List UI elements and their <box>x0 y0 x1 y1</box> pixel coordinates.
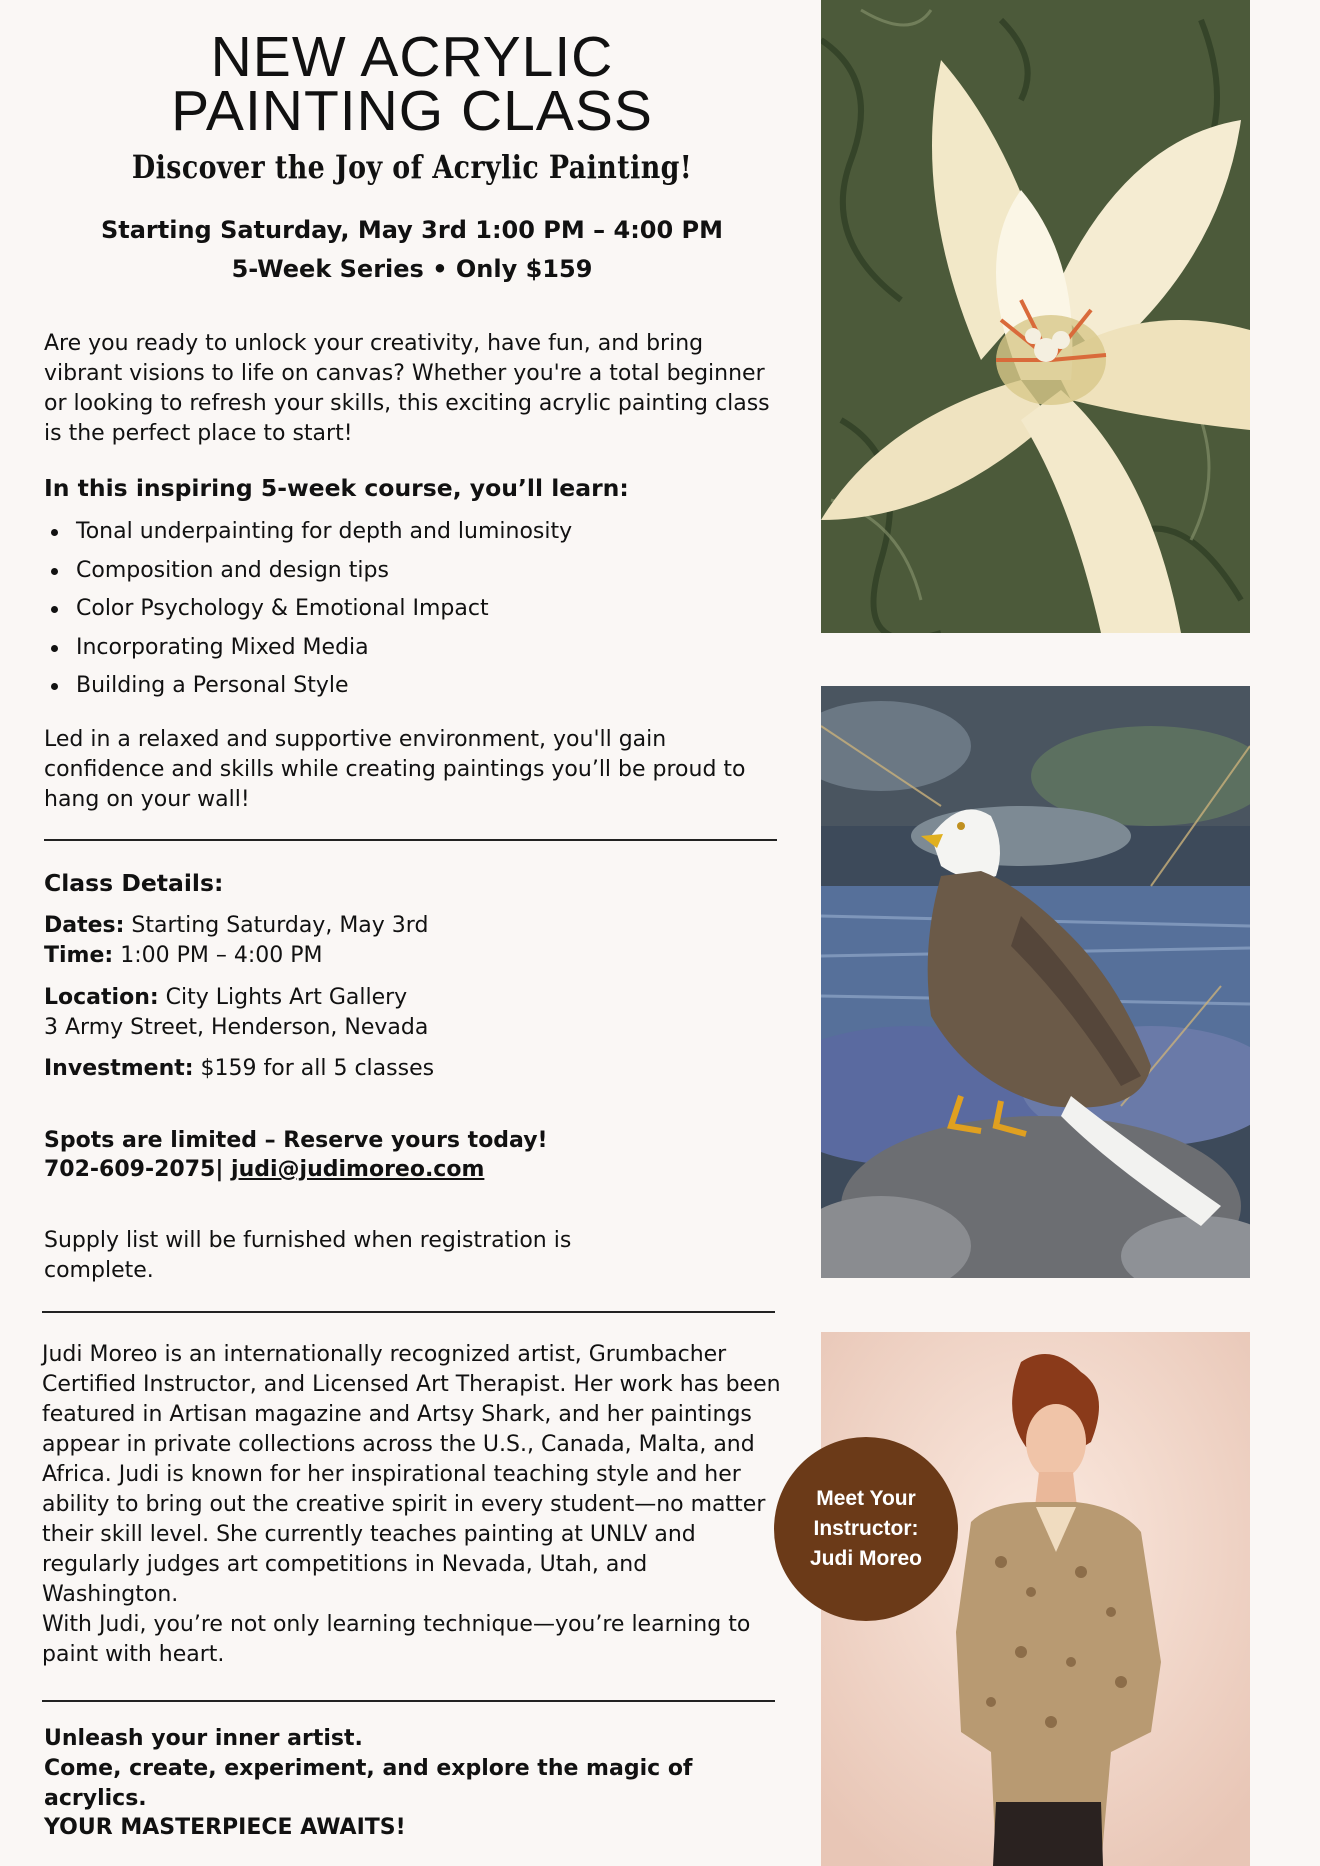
page-title <box>44 25 780 143</box>
eagle-painting <box>821 686 1250 1278</box>
badge-line-2: Instructor: <box>813 1517 919 1540</box>
list-item: Composition and design tips <box>44 552 572 591</box>
supply-note: Supply list will be furnished when registration is complete. <box>44 1228 572 1283</box>
location-row <box>44 983 407 1013</box>
list-item: Incorporating Mixed Media <box>44 629 572 668</box>
title-line-1: NEW ACRYLIC <box>210 25 614 89</box>
divider <box>42 1311 775 1313</box>
series-line: 5-Week Series • Only $159 <box>231 255 593 283</box>
location-label: Location: <box>44 985 159 1010</box>
lily-painting <box>821 0 1250 633</box>
investment-label: Investment: <box>44 1056 194 1081</box>
phone-number[interactable]: 702-609-2075| <box>44 1157 224 1182</box>
subtitle: Discover the Joy of Acrylic Painting! <box>131 148 693 186</box>
time-value: 1:00 PM – 4:00 PM <box>113 943 323 968</box>
list-item: Building a Personal Style <box>44 667 572 706</box>
list-item: Color Psychology & Emotional Impact <box>44 590 572 629</box>
closing-line-3: YOUR MASTERPIECE AWAITS! <box>44 1815 406 1840</box>
course-list <box>44 513 572 706</box>
time-label: Time: <box>44 943 114 968</box>
investment-row <box>44 1054 434 1084</box>
title-line-2: PAINTING CLASS <box>171 79 653 143</box>
divider <box>44 839 777 841</box>
dates-label: Dates: <box>44 913 125 938</box>
contact-row <box>44 1155 484 1185</box>
email-link[interactable]: judi@judimoreo.com <box>231 1157 485 1182</box>
badge-line-3: Judi Moreo <box>809 1547 922 1570</box>
time-row <box>44 941 322 971</box>
spots-limited: Spots are limited – Reserve yours today! <box>44 1128 548 1153</box>
meet-instructor-badge <box>774 1437 958 1621</box>
course-heading: In this inspiring 5-week course, you’ll learn: <box>44 474 629 502</box>
eagle-painting-image <box>821 686 1250 1278</box>
investment-value: $159 for all 5 classes <box>193 1056 435 1081</box>
closing-line-2: Come, create, experiment, and explore the magic of acrylics. <box>44 1756 693 1811</box>
intro-paragraph: Are you ready to unlock your creativity, have fun, and bring vibrant visions to life on canvas? Whether you're a total beginner or looking to refresh your skills, this exciting acrylic painting class is the perfect place to start! <box>44 331 770 446</box>
badge-line-1: Meet Your <box>816 1487 916 1510</box>
class-details-heading: Class Details: <box>44 869 224 897</box>
address: 3 Army Street, Henderson, Nevada <box>44 1015 429 1040</box>
instructor-bio: Judi Moreo is an internationally recognized artist, Grumbacher Certified Instructor, and Licensed Art Therapist. Her work has been featured in Artisan magazine and Artsy Shark, and her paintings appear in private collections across the U.S., Canada, Malta, and Africa. Judi is known for her inspirational teaching style and her ability to bring out the creative spirit in every student—no matter their skill level. She currently teaches painting at UNLV and regularly judges art competitions in Nevada, Utah, and Washington. <box>42 1342 781 1607</box>
location-value: City Lights Art Gallery <box>158 985 408 1010</box>
environment-paragraph: Led in a relaxed and supportive environment, you'll gain confidence and skills while creating paintings you’ll be proud to hang on your wall! <box>44 727 746 812</box>
list-item: Tonal underpainting for depth and luminosity <box>44 513 572 552</box>
closing-line-1: Unleash your inner artist. <box>44 1726 363 1751</box>
date-line: Starting Saturday, May 3rd 1:00 PM – 4:00 PM <box>100 216 724 244</box>
lily-painting-image <box>821 0 1250 633</box>
dates-row <box>44 911 428 941</box>
instructor-bio-closing: With Judi, you’re not only learning technique—you’re learning to paint with heart. <box>42 1612 751 1667</box>
divider <box>42 1700 775 1702</box>
dates-value: Starting Saturday, May 3rd <box>124 913 429 938</box>
